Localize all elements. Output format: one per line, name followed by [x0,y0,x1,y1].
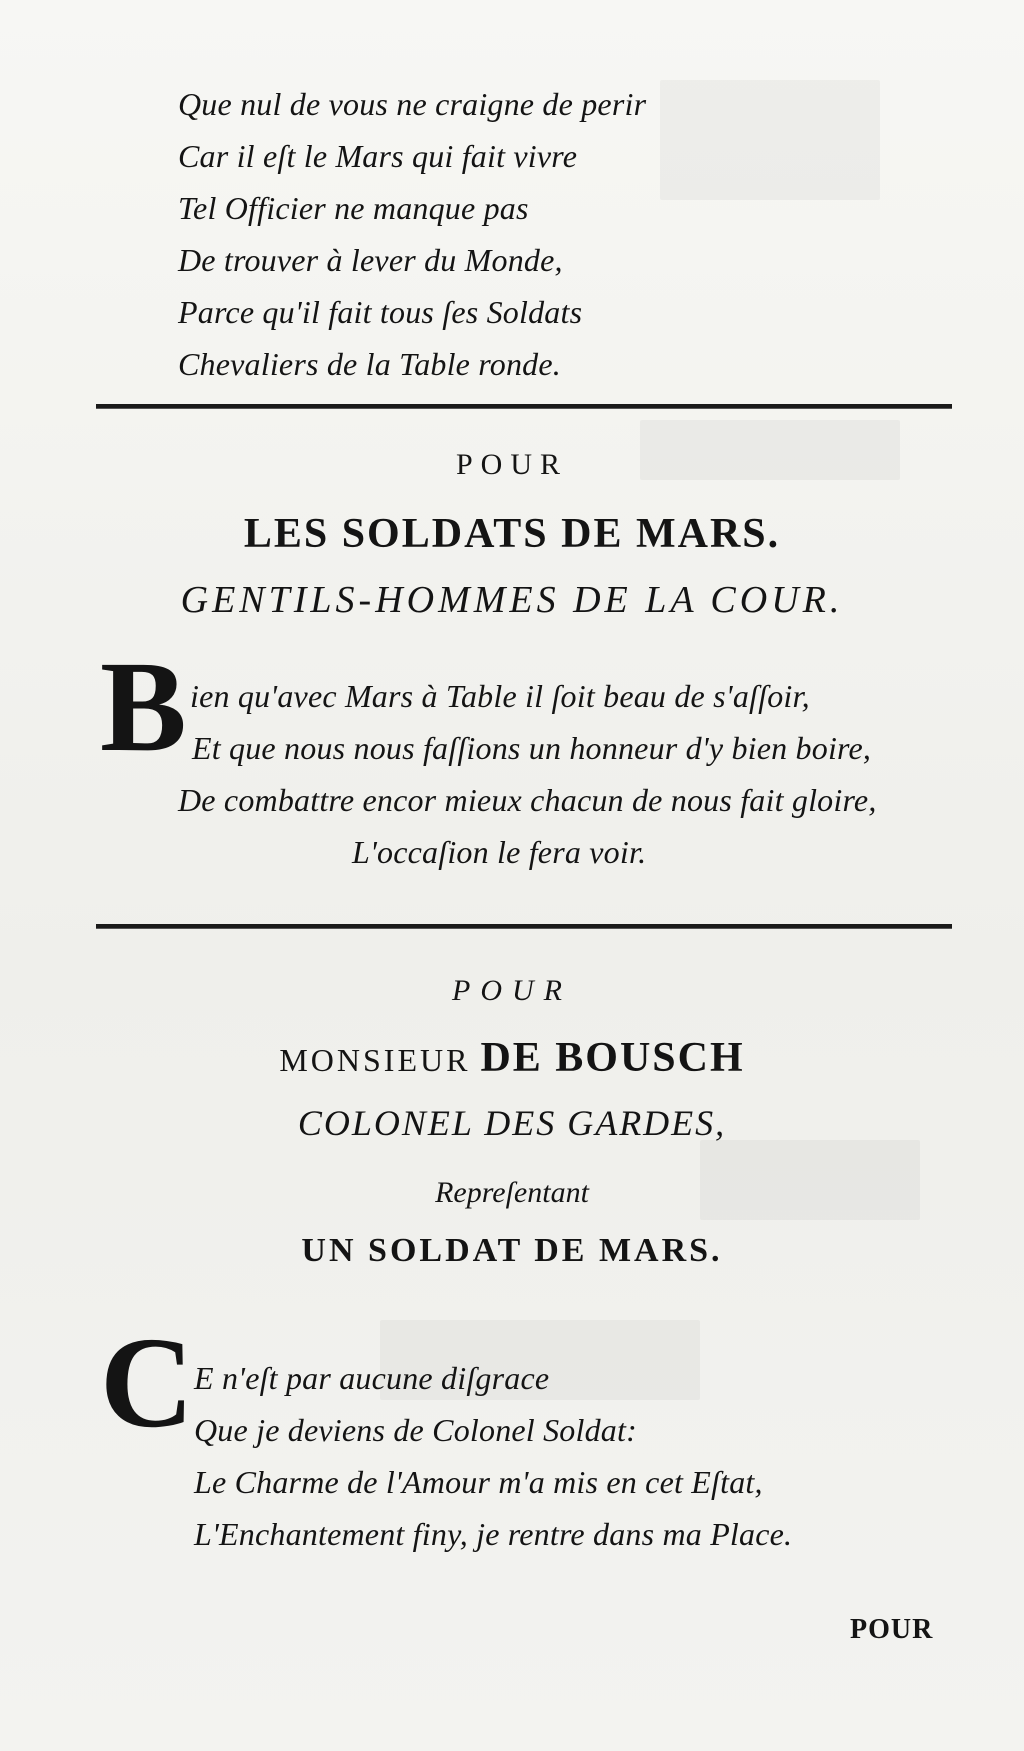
section2-representing: Repreſentant [435,1176,589,1209]
verse-line: Car il eſt le Mars qui fait vivre [178,138,578,174]
section2-verse [194,1352,792,1560]
verse-line: L'occaſion le fera voir. [352,834,647,870]
verse-line: E n'eſt par aucune diſgrace [194,1360,550,1396]
verse-line: Le Charme de l'Amour m'a mis en cet Eſtat, [194,1464,763,1500]
section1-pour-heading: POUR [455,448,569,481]
person-name: DE BOUSCH [480,1035,745,1081]
verse-line: L'Enchantement finy, je rentre dans ma Place. [194,1516,793,1552]
section2-dropcap: C [100,1311,194,1455]
section2-pour-heading: POUR [452,974,572,1007]
show-through-1 [660,80,880,200]
verse-line: Que je deviens de Colonel Soldat: [194,1412,637,1448]
section1-verse [178,670,877,878]
section1-title: LES SOLDATS DE MARS. [243,511,781,557]
catchword: POUR [850,1614,934,1645]
section2-name-line [80,1034,944,1082]
section1-subtitle: GENTILS-HOMMES DE LA COUR. [180,579,844,621]
section2-rank: COLONEL DES GARDES, [297,1103,727,1143]
verse-line: ien qu'avec Mars à Table il ſoit beau de s'aſſoir, [190,678,810,714]
section1-dropcap: B [100,635,187,779]
verse-line: De trouver à lever du Monde, [178,242,563,278]
name-prefix: MONSIEUR [279,1042,471,1078]
section2-role: UN SOLDAT DE MARS. [301,1232,723,1269]
divider-rule-2 [96,924,952,929]
verse-line: Et que nous nous faſſions un honneur d'y bien boire, [192,730,872,766]
verse-line: De combattre encor mieux chacun de nous fait gloire, [178,782,877,818]
top-verse [178,78,646,390]
verse-line: Tel Officier ne manque pas [178,190,529,226]
verse-line: Chevaliers de la Table ronde. [178,346,561,382]
divider-rule-1 [96,404,952,409]
verse-line: Que nul de vous ne craigne de perir [178,86,647,122]
verse-line: Parce qu'il fait tous ſes Soldats [178,294,583,330]
